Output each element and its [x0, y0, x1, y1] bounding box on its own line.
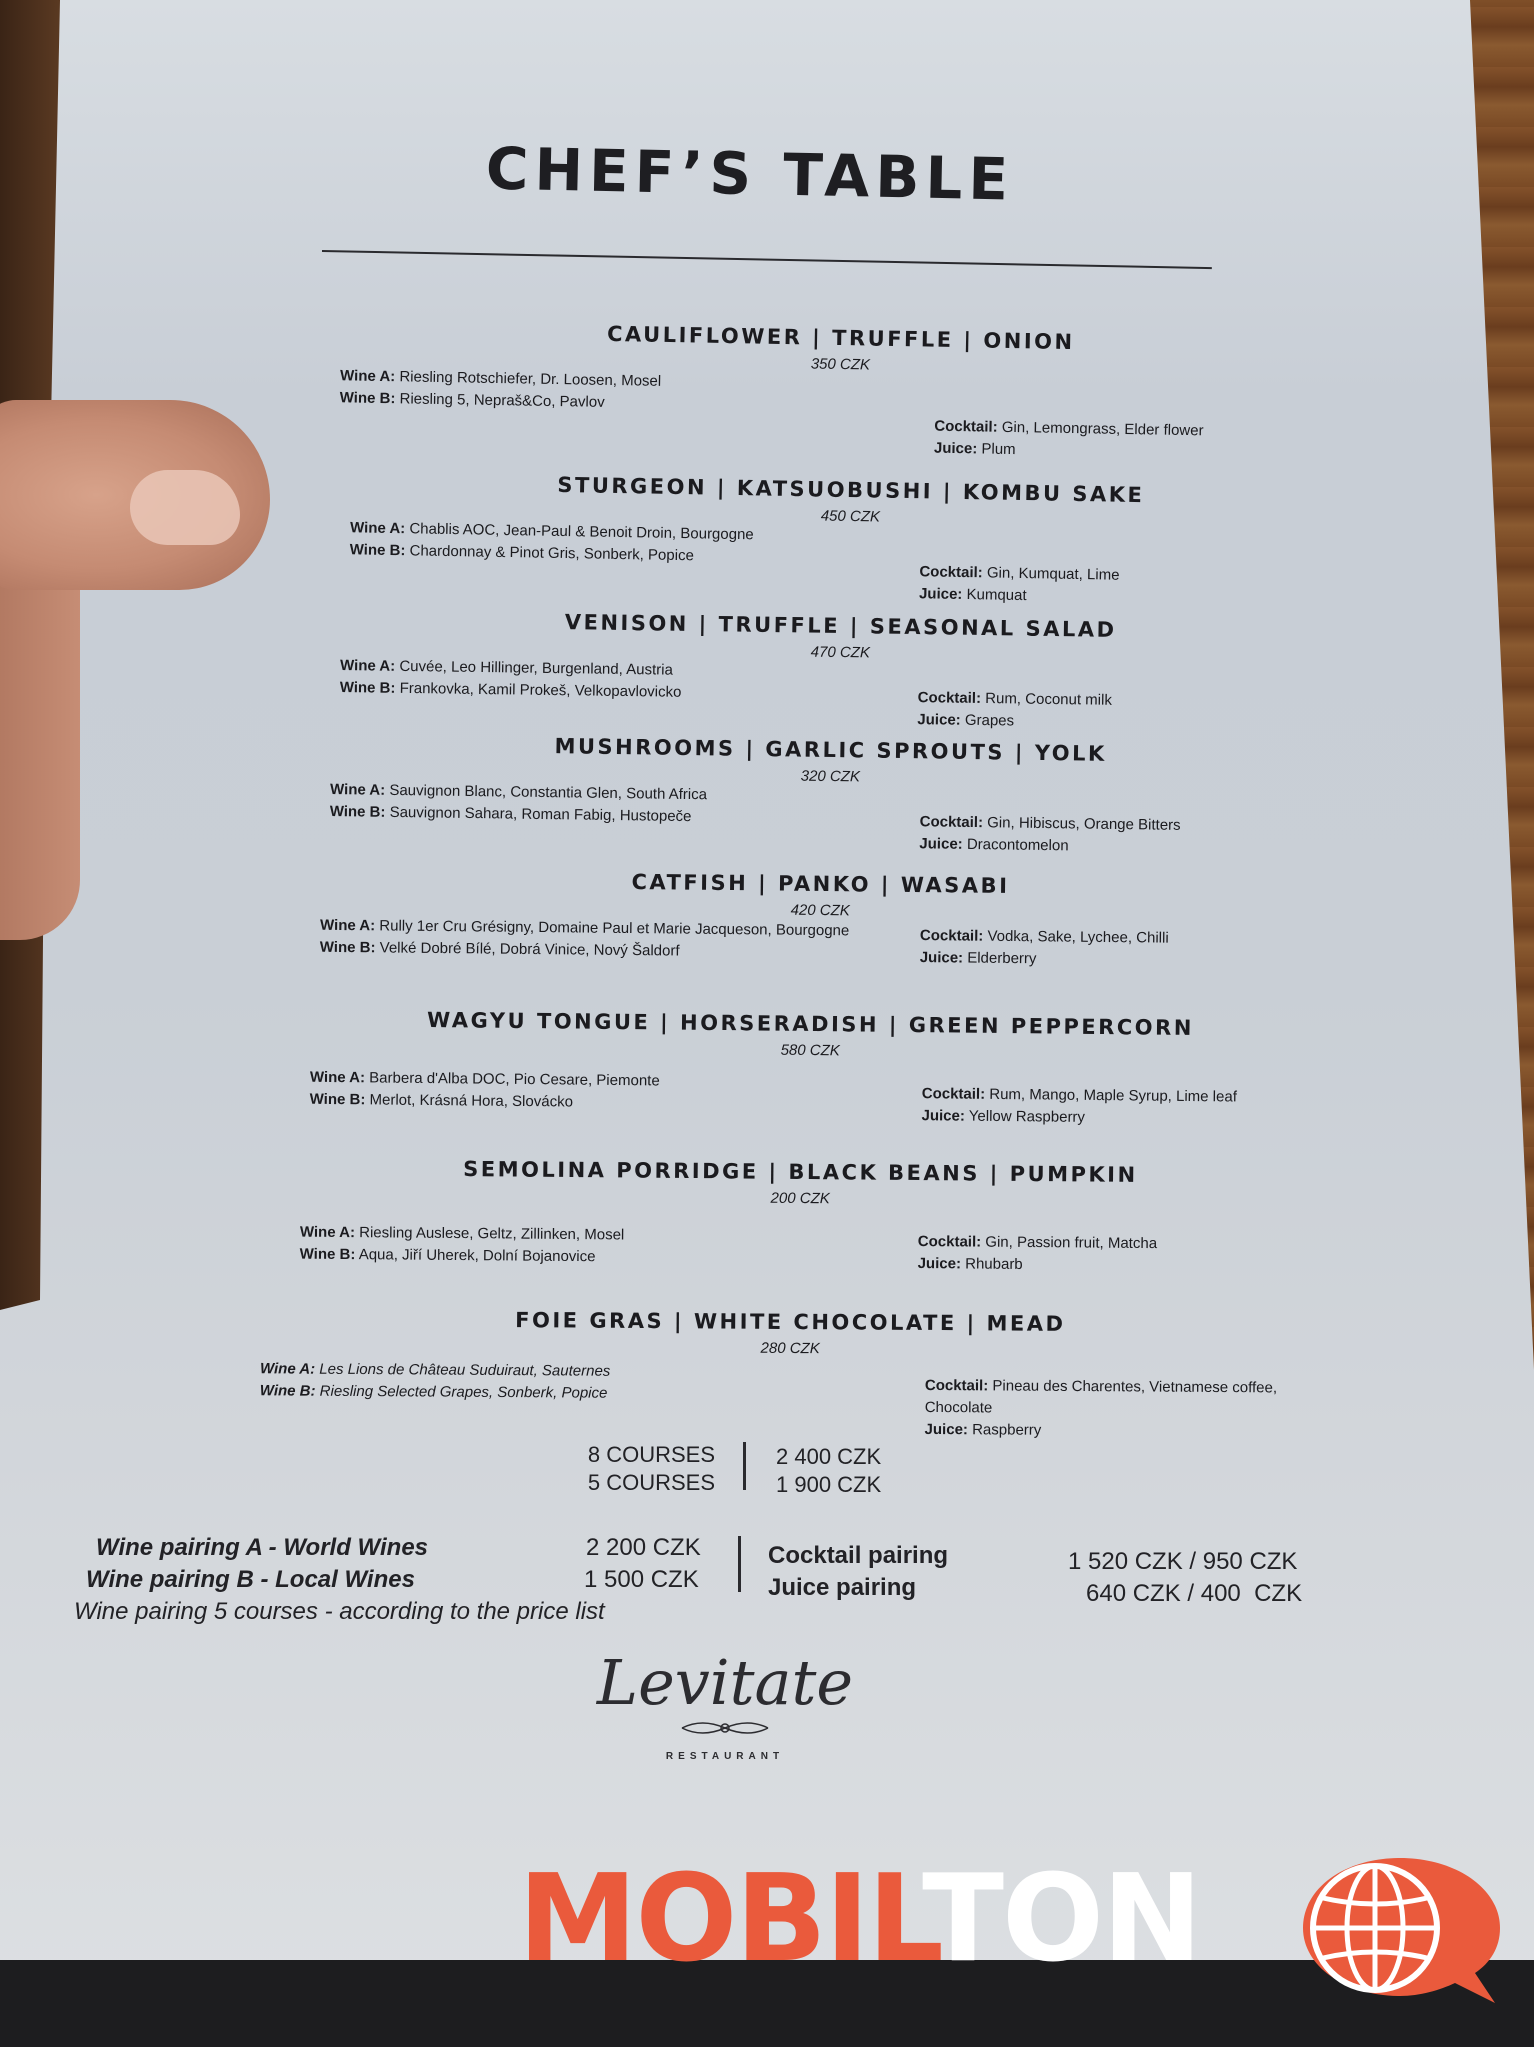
wine-list [320, 915, 850, 965]
wine-b-label: Wine B: [339, 389, 396, 408]
wine-a: Sauvignon Blanc, Constantia Glen, South Africa [389, 781, 708, 804]
cocktail-label: Cocktail: [919, 813, 984, 832]
wine-list [340, 655, 682, 704]
course-8 [259, 1307, 1291, 1439]
juice-pairing-label: Juice pairing [768, 1574, 917, 1601]
wine-b: Merlot, Krásná Hora, Slovácko [369, 1091, 574, 1111]
course-price: 280 CZK [760, 1339, 820, 1358]
course-7 [299, 1156, 1300, 1285]
pairing-divider [738, 1536, 741, 1592]
wine-list [300, 1222, 625, 1269]
wine-b-label: Wine B: [319, 938, 376, 957]
juice-label: Juice: [919, 835, 963, 853]
cocktail-label: Cocktail: [921, 1085, 986, 1103]
wine-pairing-b-price: 1 500 CZK [584, 1566, 699, 1593]
course-price: 420 CZK [790, 901, 850, 920]
wine-b-label: Wine B: [339, 679, 396, 697]
wine-b: Riesling Selected Grapes, Sonberk, Popice [319, 1382, 608, 1402]
wine-a: Les Lions de Château Suduiraut, Sauternes [319, 1360, 611, 1380]
wine-list [260, 1358, 611, 1404]
wine-a-label: Wine A: [349, 519, 406, 538]
wine-pairing-b-label: Wine pairing B - Local Wines [86, 1566, 415, 1593]
globe-speech-icon [1295, 1848, 1510, 2008]
wine-pairing-a-price: 2 200 CZK [586, 1534, 701, 1561]
drinks-list [919, 811, 1181, 859]
wine-a: Chablis AOC, Jean-Paul & Benoit Droin, Bourgogne [409, 520, 754, 544]
course-dish: WAGYU TONGUE | HORSERADISH | GREEN PEPPERCORN [427, 1007, 1194, 1041]
drinks-list [925, 1375, 1290, 1444]
cocktail-label: Cocktail: [917, 1233, 982, 1251]
watermark-part-2: TON [922, 1850, 1201, 1989]
courses-5-price: 1 900 CZK [776, 1472, 882, 1497]
course-price: 320 CZK [800, 767, 861, 786]
cocktail: Gin, Hibiscus, Orange Bitters [987, 814, 1181, 834]
wine-pairing-a-label: Wine pairing A - World Wines [96, 1534, 429, 1561]
wine-b-label: Wine B: [329, 803, 386, 821]
cocktail-pairing-label: Cocktail pairing [768, 1542, 949, 1569]
cocktail: Gin, Lemongrass, Elder flower [1001, 418, 1204, 440]
course-price: 350 CZK [810, 355, 871, 374]
wine-b: Riesling 5, Nepraš&Co, Pavlov [399, 390, 605, 411]
wine-a-label: Wine A: [259, 1360, 316, 1378]
course-price: 200 CZK [770, 1189, 830, 1208]
course-price: 450 CZK [820, 507, 881, 526]
cocktail-label: Cocktail: [919, 927, 984, 945]
juice: Kumquat [966, 586, 1027, 605]
course-dish: CAULIFLOWER | TRUFFLE | ONION [606, 321, 1075, 355]
wine-a: Cuvée, Leo Hillinger, Burgenland, Austria [399, 657, 673, 679]
wine-b-label: Wine B: [349, 541, 406, 560]
drinks-list [917, 687, 1112, 734]
juice: Rhubarb [965, 1255, 1023, 1273]
juice-label: Juice: [933, 439, 978, 458]
wine-list [330, 779, 708, 828]
wine-a-label: Wine A: [339, 657, 396, 675]
course-dish: SEMOLINA PORRIDGE | BLACK BEANS | PUMPKIN [463, 1157, 1138, 1187]
cocktail: Vodka, Sake, Lychee, Chilli [987, 927, 1169, 947]
wine-list [310, 1067, 660, 1115]
courses-8-label: 8 COURSES [587, 1442, 715, 1467]
wine-a: Barbera d'Alba DOC, Pio Cesare, Piemonte [369, 1069, 660, 1090]
juice-pairing-price: 640 CZK / 400 CZK [1086, 1580, 1303, 1607]
wine-a-label: Wine A: [319, 916, 376, 935]
logo-script: Levitate [596, 1646, 854, 1719]
course-dish: MUSHROOMS | GARLIC SPROUTS | YOLK [554, 734, 1107, 766]
wine-a-label: Wine A: [329, 781, 386, 799]
cocktail: Rum, Mango, Maple Syrup, Lime leaf [989, 1085, 1238, 1106]
cocktail: Pineau des Charentes, Vietnamese coffee, Chocolate [924, 1377, 1278, 1417]
wine-b: Frankovka, Kamil Prokeš, Velkopavlovicko [399, 679, 682, 701]
course-price: 580 CZK [780, 1041, 840, 1060]
menu-title: CHEF’S TABLE [485, 134, 1015, 214]
wine-b-label: Wine B: [299, 1245, 356, 1264]
drinks-list [934, 416, 1204, 465]
juice: Elderberry [967, 949, 1037, 968]
cocktail-label: Cocktail: [919, 563, 983, 582]
courses-5-label: 5 COURSES [587, 1470, 715, 1495]
wine-list [350, 517, 754, 568]
wine-b-label: Wine B: [309, 1090, 366, 1109]
juice-label: Juice: [917, 711, 961, 729]
course-dish: VENISON | TRUFFLE | SEASONAL SALAD [564, 610, 1117, 642]
cocktail-label: Cocktail: [924, 1376, 989, 1395]
wine-b: Chardonnay & Pinot Gris, Sonberk, Popice [409, 542, 695, 565]
course-1 [339, 317, 1341, 459]
juice-label: Juice: [921, 1107, 965, 1125]
drinks-list [919, 561, 1120, 608]
cocktail: Rum, Coconut milk [985, 690, 1113, 709]
course-5 [319, 867, 1320, 997]
course-2 [349, 469, 1351, 606]
cocktail: Gin, Kumquat, Lime [986, 564, 1120, 584]
restaurant-logo [590, 1648, 860, 1768]
juice-label: Juice: [918, 585, 963, 603]
price-divider [743, 1442, 746, 1490]
thumbnail [130, 470, 240, 545]
juice-label: Juice: [919, 949, 964, 967]
course-dish: STURGEON | KATSUOBUSHI | KOMBU SAKE [557, 472, 1145, 508]
juice: Yellow Raspberry [968, 1107, 1086, 1126]
wine-list [340, 365, 662, 415]
wine-a-label: Wine A: [309, 1068, 366, 1087]
wine-a: Rully 1er Cru Grésigny, Domaine Paul et Marie Jacqueson, Bourgogne [379, 917, 850, 940]
courses-8-price: 2 400 CZK [776, 1444, 882, 1469]
cocktail-label: Cocktail: [917, 689, 982, 707]
drinks-list [920, 925, 1169, 972]
juice-label: Juice: [917, 1255, 962, 1273]
juice: Dracontomelon [966, 835, 1069, 855]
wine-pairing-5-note: Wine pairing 5 courses - according to the price list [74, 1598, 605, 1625]
course-4 [329, 731, 1331, 865]
juice: Grapes [964, 711, 1015, 730]
wine-b: Aqua, Jiří Uherek, Dolní Bojanovice [358, 1246, 596, 1266]
course-dish: CATFISH | PANKO | WASABI [631, 870, 1010, 898]
thumb [0, 400, 270, 590]
course-3 [339, 607, 1341, 741]
cocktail-pairing-price: 1 520 CZK / 950 CZK [1068, 1548, 1298, 1575]
course-price: 470 CZK [810, 643, 871, 662]
wine-a: Riesling Auslese, Geltz, Zillinken, Mosel [359, 1224, 625, 1244]
watermark-part-1: MOBIL [518, 1850, 923, 1989]
wine-b: Sauvignon Sahara, Roman Fabig, Hustopeče [389, 803, 692, 826]
wine-a-label: Wine A: [299, 1223, 356, 1242]
course-6 [309, 1007, 1310, 1137]
wine-b-label: Wine B: [259, 1382, 316, 1400]
juice: Plum [981, 440, 1016, 459]
mobilton-watermark [518, 1850, 1201, 1989]
logo-subtitle: RESTAURANT [665, 1751, 785, 1762]
drinks-list [921, 1083, 1237, 1130]
cocktail: Gin, Passion fruit, Matcha [985, 1233, 1158, 1253]
juice-label: Juice: [924, 1420, 969, 1439]
cocktail-label: Cocktail: [934, 417, 998, 436]
wine-a-label: Wine A: [339, 367, 396, 386]
wine-a: Riesling Rotschiefer, Dr. Loosen, Mosel [399, 368, 662, 390]
wine-b: Velké Dobré Bílé, Dobrá Vinice, Nový Šaldorf [379, 939, 680, 960]
drinks-list [918, 1231, 1158, 1277]
course-dish: FOIE GRAS | WHITE CHOCOLATE | MEAD [515, 1308, 1066, 1336]
juice: Raspberry [972, 1421, 1042, 1439]
logo-ornament-icon [680, 1718, 770, 1738]
